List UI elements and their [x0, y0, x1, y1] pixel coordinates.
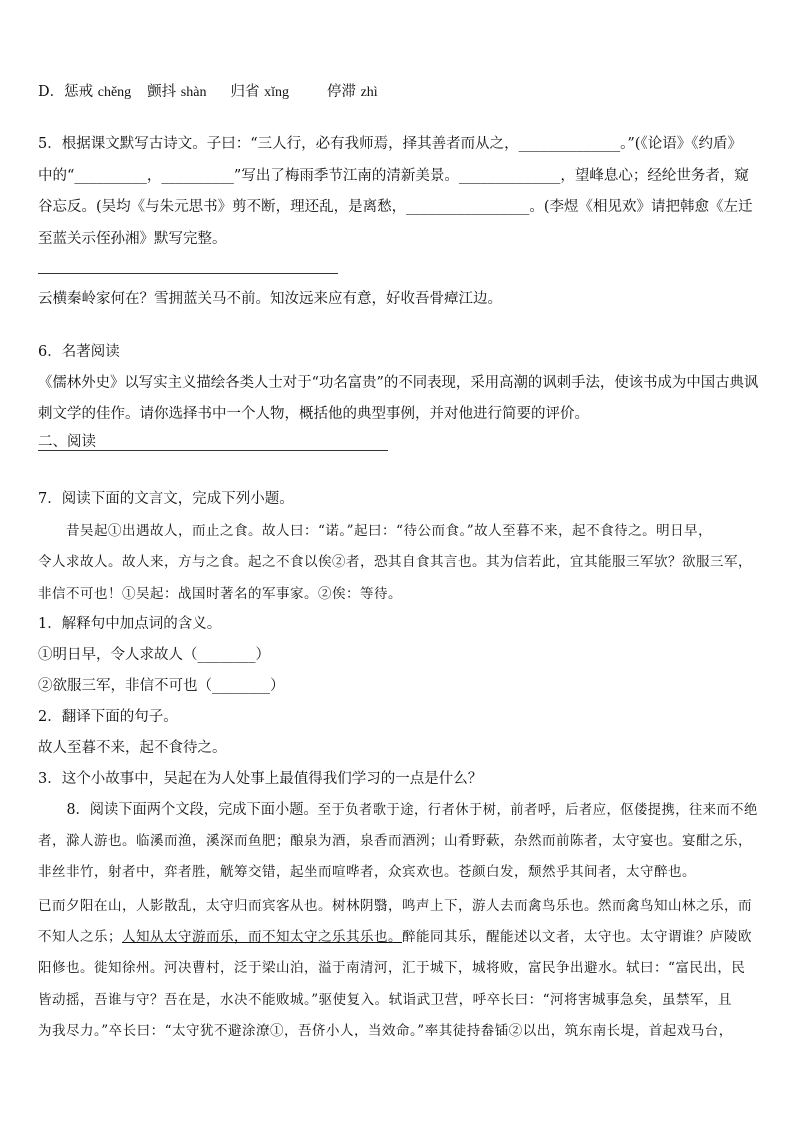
option-word: 停滞	[326, 84, 356, 100]
option-pinyin: zhì	[360, 85, 378, 100]
q7-title: 7．阅读下面的文言文，完成下列小题。	[38, 491, 294, 507]
q5-line: 谷忘反。(吴均《与朱元思书》剪不断，理还乱，是离愁，_________________。(李煜《相见欢》请把韩愈《左迁	[38, 199, 753, 215]
q8-passage-line: 非丝非竹，射者中，弈者胜，觥筹交错，起坐而喧哗者，众宾欢也。苍颜白发，颓然乎其间者，太守醉也。	[38, 864, 696, 880]
q8-text: 醉能同其乐，醒能述以文者，太守也。太守谓谁？庐陵欧	[402, 929, 752, 945]
q6-line: 刺文学的佳作。请你选择书中一个人物，概括他的典型事例，并对他进行简要的评价。	[38, 406, 589, 422]
q5-line: 中的“__________，__________”写出了梅雨季节江南的清新美景。______________，望峰息心；经纶世务者，窥	[38, 168, 749, 184]
q8-passage-line: 者，滁人游也。临溪而渔，溪深而鱼肥；酿泉为酒，泉香而酒洌；山肴野蔌，杂然而前陈者，太守宴也。宴酣之乐，	[38, 833, 752, 849]
section-title: 二、阅读	[38, 434, 96, 450]
q8-passage-line: 已而夕阳在山，人影散乱，太守归而宾客从也。树林阴翳，鸣声上下，游人去而禽鸟乐也。然而禽鸟知山林之乐，而	[38, 898, 752, 914]
q8-passage-line: 阳修也。徙知徐州。河决曹村，泛于梁山泊，溢于南清河，汇于城下，城将败，富民争出避水。轼曰：“富民出，民	[38, 960, 746, 976]
q8-passage-text: 至于负者歌于途，行者休于树，前者呼，后者应，伛偻提携，往来而不绝	[317, 802, 758, 818]
divider-rule	[38, 273, 338, 274]
option-word: 惩戒	[64, 84, 94, 100]
option-d-label: D．	[38, 84, 65, 100]
q7-passage-line: 昔吴起①出遇故人，而止之食。故人曰：“诺。”起曰：“待公而食。”故人至暮不来，起不食待之。明日早，	[38, 523, 713, 539]
q8-passage-line	[38, 927, 752, 947]
option-pinyin: chěng	[97, 85, 132, 100]
q7-sub1-title: 1．解释句中加点词的含义。	[38, 616, 222, 632]
q5-answer-line: 云横秦岭家何在？雪拥蓝关马不前。知汝远来应有意，好收吾骨瘴江边。	[38, 291, 502, 307]
q7-passage-line: 令人求故人。故人来，方与之食。起之不食以俟②者，恐其自食其言也。其为信若此，宜其能服三军欤？欲服三军，	[38, 554, 752, 570]
underlined-sentence: 人知从太守游而乐，而不知太守之乐其乐也。	[122, 929, 402, 945]
q8-intro: 8．阅读下面两个文段，完成下面小题。	[38, 802, 318, 818]
q7-passage-line: 非信不可也！①吴起：战国时著名的军事家。②俟：等待。	[38, 586, 402, 602]
q8-line	[38, 800, 758, 820]
q8-passage-line: 皆动摇，吾谁与守？吾在是，水决不能败城。”驱使复入。轼诣武卫营，呼卒长曰：“河将害城事急矣，虽禁军，且	[38, 992, 733, 1008]
q7-sub2-sentence: 故人至暮不来，起不食待之。	[38, 740, 227, 756]
option-word: 归省	[230, 84, 260, 100]
q5-line: 至蓝关示侄孙湘》默写完整。	[38, 231, 227, 247]
q8-text: 不知人之乐；	[38, 929, 122, 945]
q7-sub2-title: 2．翻译下面的句子。	[38, 709, 178, 725]
option-pinyin: shàn	[180, 85, 207, 100]
q8-passage-line: 为我尽力。”卒长曰：“太守犹不避涂潦①，吾侪小人，当效命。”率其徒持畚锸②以出，筑东南长堤，首起戏马台，	[38, 1023, 733, 1039]
option-word: 颤抖	[147, 84, 177, 100]
q6-line: 《儒林外史》以写实主义描绘各类人士对于“功名富贵”的不同表现，采用高潮的讽刺手法，使该书成为中国古典讽	[38, 375, 759, 391]
q7-sub3-title: 3．这个小故事中，吴起在为人处事上最值得我们学习的一点是什么？	[38, 771, 483, 787]
option-d-line	[38, 82, 378, 103]
q7-sub1-item: ②欲服三军，非信不可也（________）	[38, 678, 285, 694]
q7-sub1-item: ①明日早，令人求故人（________）	[38, 647, 270, 663]
option-pinyin: xǐng	[264, 85, 289, 100]
q5-line: 5．根据课文默写古诗文。子曰：“三人行，必有我师焉，择其善者而从之，______________。”(《论语》《约盾》	[38, 136, 742, 152]
q6-title: 6．名著阅读	[38, 344, 120, 360]
